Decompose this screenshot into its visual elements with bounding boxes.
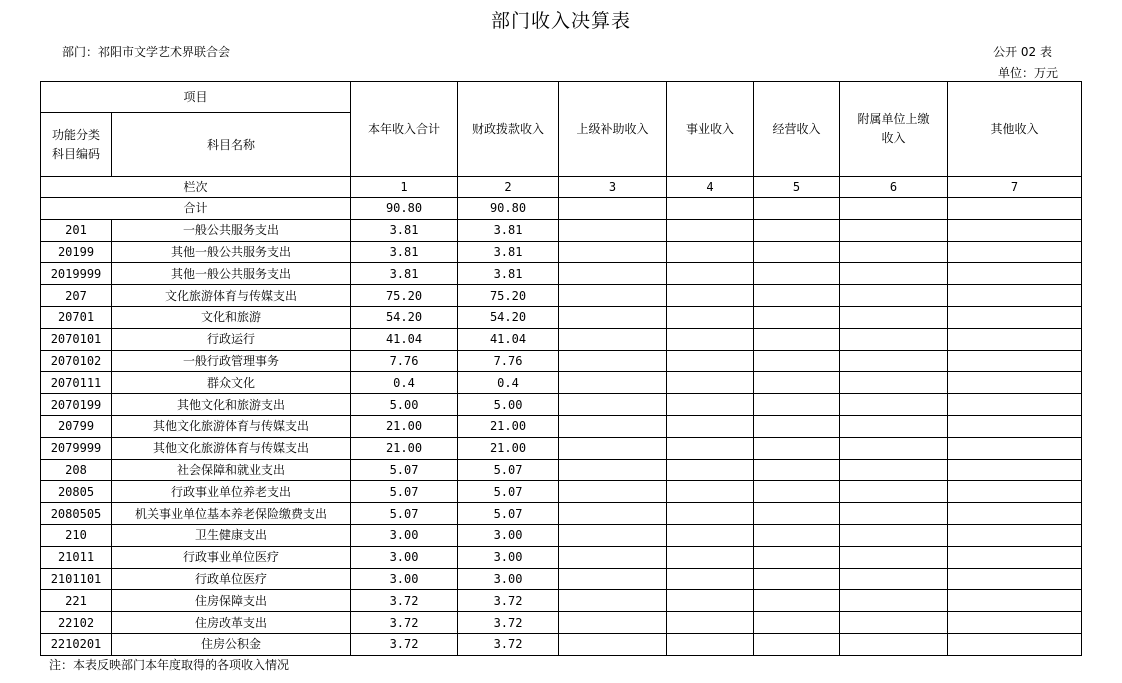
empty-cell (559, 524, 667, 546)
total-income-cell: 75.20 (351, 285, 458, 307)
subject-name-cell: 其他文化旅游体育与传媒支出 (112, 415, 351, 437)
empty-cell (667, 198, 754, 220)
subject-code-cell: 2070111 (41, 372, 112, 394)
fiscal-income-cell: 7.76 (458, 350, 559, 372)
empty-cell (754, 219, 840, 241)
table-row (41, 241, 1082, 263)
subject-code-cell: 207 (41, 285, 112, 307)
table-row (41, 568, 1082, 590)
empty-cell (667, 590, 754, 612)
subject-name-cell: 机关事业单位基本养老保险缴费支出 (112, 503, 351, 525)
total-income-cell: 5.07 (351, 503, 458, 525)
table-row (41, 437, 1082, 459)
empty-cell (948, 306, 1082, 328)
empty-cell (948, 372, 1082, 394)
empty-cell (754, 503, 840, 525)
empty-cell (754, 372, 840, 394)
form-number: 公开 02 表 (993, 45, 1052, 59)
empty-cell (667, 372, 754, 394)
table-row (41, 306, 1082, 328)
header-affiliate-income: 附属单位上缴收入 (840, 82, 948, 177)
empty-cell (667, 285, 754, 307)
subject-code-cell: 20199 (41, 241, 112, 263)
empty-cell (948, 612, 1082, 634)
subject-code-cell: 20799 (41, 415, 112, 437)
empty-cell (754, 524, 840, 546)
empty-cell (667, 459, 754, 481)
empty-cell (840, 219, 948, 241)
empty-cell (948, 481, 1082, 503)
empty-cell (840, 568, 948, 590)
empty-cell (948, 394, 1082, 416)
total-income-cell: 5.07 (351, 481, 458, 503)
empty-cell (559, 633, 667, 655)
empty-cell (840, 524, 948, 546)
subject-code-cell: 2079999 (41, 437, 112, 459)
empty-cell (948, 241, 1082, 263)
header-business-income: 事业收入 (667, 82, 754, 177)
empty-cell (754, 328, 840, 350)
total-income-cell: 5.07 (351, 459, 458, 481)
empty-cell (559, 590, 667, 612)
empty-cell (948, 198, 1082, 220)
empty-cell (840, 328, 948, 350)
header-subject-name: 科目名称 (112, 113, 351, 177)
fiscal-income-cell: 0.4 (458, 372, 559, 394)
footnote: 注：本表反映部门本年度取得的各项收入情况 (49, 658, 290, 672)
subject-code-cell: 20805 (41, 481, 112, 503)
table-row (41, 503, 1082, 525)
empty-cell (840, 612, 948, 634)
fiscal-income-cell: 54.20 (458, 306, 559, 328)
column-index-2: 2 (458, 177, 559, 198)
table-row (41, 394, 1082, 416)
empty-cell (667, 503, 754, 525)
table-row (41, 263, 1082, 285)
empty-cell (948, 437, 1082, 459)
empty-cell (754, 633, 840, 655)
empty-cell (559, 394, 667, 416)
empty-cell (754, 306, 840, 328)
total-label: 合计 (41, 198, 351, 220)
empty-cell (840, 394, 948, 416)
empty-cell (754, 198, 840, 220)
total-income-cell: 21.00 (351, 437, 458, 459)
empty-cell (667, 350, 754, 372)
table-row (41, 546, 1082, 568)
empty-cell (754, 546, 840, 568)
empty-cell (754, 459, 840, 481)
empty-cell (754, 241, 840, 263)
total-income-cell: 3.00 (351, 524, 458, 546)
empty-cell (840, 481, 948, 503)
subject-name-cell: 社会保障和就业支出 (112, 459, 351, 481)
empty-cell (667, 568, 754, 590)
income-table (40, 81, 1082, 656)
subject-name-cell: 住房公积金 (112, 633, 351, 655)
empty-cell (948, 350, 1082, 372)
fiscal-income-cell: 3.00 (458, 546, 559, 568)
empty-cell (948, 503, 1082, 525)
subject-name-cell: 群众文化 (112, 372, 351, 394)
empty-cell (667, 394, 754, 416)
subject-code-cell: 2070101 (41, 328, 112, 350)
column-index-4: 4 (667, 177, 754, 198)
empty-cell (754, 263, 840, 285)
empty-cell (559, 481, 667, 503)
header-func-code: 功能分类科目编码 (41, 113, 112, 177)
empty-cell (840, 198, 948, 220)
empty-cell (754, 481, 840, 503)
empty-cell (840, 306, 948, 328)
empty-cell (667, 612, 754, 634)
empty-cell (840, 263, 948, 285)
column-index-label: 栏次 (41, 177, 351, 198)
empty-cell (667, 546, 754, 568)
fiscal-income-cell: 5.07 (458, 503, 559, 525)
empty-cell (559, 198, 667, 220)
empty-cell (948, 328, 1082, 350)
empty-cell (559, 415, 667, 437)
empty-cell (559, 546, 667, 568)
empty-cell (948, 285, 1082, 307)
subject-code-cell: 2019999 (41, 263, 112, 285)
subject-name-cell: 一般公共服务支出 (112, 219, 351, 241)
fiscal-income-cell: 5.00 (458, 394, 559, 416)
empty-cell (559, 219, 667, 241)
empty-cell (840, 372, 948, 394)
empty-cell (667, 524, 754, 546)
subject-code-cell: 221 (41, 590, 112, 612)
empty-cell (948, 415, 1082, 437)
total-income-cell: 41.04 (351, 328, 458, 350)
total-income-cell: 21.00 (351, 415, 458, 437)
subject-code-cell: 2101101 (41, 568, 112, 590)
table-row (41, 372, 1082, 394)
empty-cell (840, 503, 948, 525)
table-row (41, 481, 1082, 503)
empty-cell (559, 612, 667, 634)
header-fiscal-income: 财政拨款收入 (458, 82, 559, 177)
table-row (41, 459, 1082, 481)
total-income-cell: 3.72 (351, 633, 458, 655)
fiscal-income-cell: 3.72 (458, 633, 559, 655)
empty-cell (667, 328, 754, 350)
table-row (41, 328, 1082, 350)
empty-cell (840, 633, 948, 655)
subject-name-cell: 一般行政管理事务 (112, 350, 351, 372)
total-fiscal-value: 90.80 (458, 198, 559, 220)
total-income-value: 90.80 (351, 198, 458, 220)
empty-cell (948, 219, 1082, 241)
subject-code-cell: 20701 (41, 306, 112, 328)
empty-cell (948, 590, 1082, 612)
fiscal-income-cell: 3.00 (458, 524, 559, 546)
total-row (41, 198, 1082, 220)
empty-cell (948, 263, 1082, 285)
subject-name-cell: 文化旅游体育与传媒支出 (112, 285, 351, 307)
empty-cell (559, 285, 667, 307)
empty-cell (754, 612, 840, 634)
empty-cell (840, 350, 948, 372)
empty-cell (559, 372, 667, 394)
empty-cell (559, 306, 667, 328)
subject-name-cell: 住房改革支出 (112, 612, 351, 634)
fiscal-income-cell: 3.81 (458, 263, 559, 285)
table-row (41, 612, 1082, 634)
empty-cell (559, 568, 667, 590)
empty-cell (754, 568, 840, 590)
header-superior-income: 上级补助收入 (559, 82, 667, 177)
empty-cell (840, 285, 948, 307)
fiscal-income-cell: 5.07 (458, 481, 559, 503)
subject-name-cell: 其他一般公共服务支出 (112, 263, 351, 285)
empty-cell (559, 437, 667, 459)
table-row (41, 219, 1082, 241)
header-operating-income: 经营收入 (754, 82, 840, 177)
subject-code-cell: 2070199 (41, 394, 112, 416)
empty-cell (948, 524, 1082, 546)
subject-name-cell: 行政事业单位医疗 (112, 546, 351, 568)
table-row (41, 415, 1082, 437)
header-row (41, 82, 1082, 113)
subject-name-cell: 住房保障支出 (112, 590, 351, 612)
empty-cell (840, 590, 948, 612)
page-title: 部门收入决算表 (490, 10, 631, 32)
subject-code-cell: 208 (41, 459, 112, 481)
header-item: 项目 (41, 82, 351, 113)
empty-cell (754, 394, 840, 416)
subject-code-cell: 22102 (41, 612, 112, 634)
column-index-6: 6 (840, 177, 948, 198)
empty-cell (754, 590, 840, 612)
column-index-5: 5 (754, 177, 840, 198)
column-index-row (41, 177, 1082, 198)
column-index-7: 7 (948, 177, 1082, 198)
empty-cell (559, 350, 667, 372)
empty-cell (948, 459, 1082, 481)
empty-cell (840, 415, 948, 437)
empty-cell (754, 350, 840, 372)
fiscal-income-cell: 75.20 (458, 285, 559, 307)
total-income-cell: 54.20 (351, 306, 458, 328)
fiscal-income-cell: 5.07 (458, 459, 559, 481)
fiscal-income-cell: 21.00 (458, 415, 559, 437)
column-index-1: 1 (351, 177, 458, 198)
column-index-3: 3 (559, 177, 667, 198)
empty-cell (559, 503, 667, 525)
empty-cell (948, 546, 1082, 568)
fiscal-income-cell: 21.00 (458, 437, 559, 459)
total-income-cell: 3.72 (351, 612, 458, 634)
fiscal-income-cell: 3.72 (458, 590, 559, 612)
subject-code-cell: 201 (41, 219, 112, 241)
subject-name-cell: 其他文化和旅游支出 (112, 394, 351, 416)
unit-label: 单位：万元 (997, 66, 1058, 80)
table-row (41, 590, 1082, 612)
subject-name-cell: 其他一般公共服务支出 (112, 241, 351, 263)
subject-code-cell: 2210201 (41, 633, 112, 655)
subject-code-cell: 21011 (41, 546, 112, 568)
subject-name-cell: 其他文化旅游体育与传媒支出 (112, 437, 351, 459)
fiscal-income-cell: 41.04 (458, 328, 559, 350)
subject-name-cell: 行政运行 (112, 328, 351, 350)
table-row (41, 633, 1082, 655)
empty-cell (840, 546, 948, 568)
fiscal-income-cell: 3.81 (458, 219, 559, 241)
total-income-cell: 3.00 (351, 546, 458, 568)
total-income-cell: 3.81 (351, 219, 458, 241)
table-row (41, 350, 1082, 372)
subject-name-cell: 行政单位医疗 (112, 568, 351, 590)
subject-name-cell: 卫生健康支出 (112, 524, 351, 546)
subject-code-cell: 210 (41, 524, 112, 546)
empty-cell (667, 633, 754, 655)
fiscal-income-cell: 3.00 (458, 568, 559, 590)
fiscal-income-cell: 3.81 (458, 241, 559, 263)
department-label: 部门：祁阳市文学艺术界联合会 (62, 45, 231, 59)
empty-cell (948, 568, 1082, 590)
empty-cell (667, 437, 754, 459)
empty-cell (667, 241, 754, 263)
subject-name-cell: 文化和旅游 (112, 306, 351, 328)
subject-name-cell: 行政事业单位养老支出 (112, 481, 351, 503)
empty-cell (559, 328, 667, 350)
empty-cell (840, 459, 948, 481)
subject-code-cell: 2070102 (41, 350, 112, 372)
empty-cell (948, 633, 1082, 655)
total-income-cell: 3.72 (351, 590, 458, 612)
empty-cell (840, 241, 948, 263)
total-income-cell: 3.81 (351, 241, 458, 263)
empty-cell (754, 415, 840, 437)
total-income-cell: 0.4 (351, 372, 458, 394)
empty-cell (840, 437, 948, 459)
empty-cell (667, 415, 754, 437)
total-income-cell: 3.00 (351, 568, 458, 590)
empty-cell (667, 481, 754, 503)
empty-cell (667, 219, 754, 241)
empty-cell (667, 306, 754, 328)
fiscal-income-cell: 3.72 (458, 612, 559, 634)
empty-cell (559, 263, 667, 285)
table-row (41, 524, 1082, 546)
empty-cell (559, 459, 667, 481)
empty-cell (754, 437, 840, 459)
empty-cell (754, 285, 840, 307)
table-row (41, 285, 1082, 307)
empty-cell (667, 263, 754, 285)
subject-code-cell: 2080505 (41, 503, 112, 525)
total-income-cell: 5.00 (351, 394, 458, 416)
empty-cell (559, 241, 667, 263)
header-total-income: 本年收入合计 (351, 82, 458, 177)
header-other-income: 其他收入 (948, 82, 1082, 177)
total-income-cell: 3.81 (351, 263, 458, 285)
total-income-cell: 7.76 (351, 350, 458, 372)
